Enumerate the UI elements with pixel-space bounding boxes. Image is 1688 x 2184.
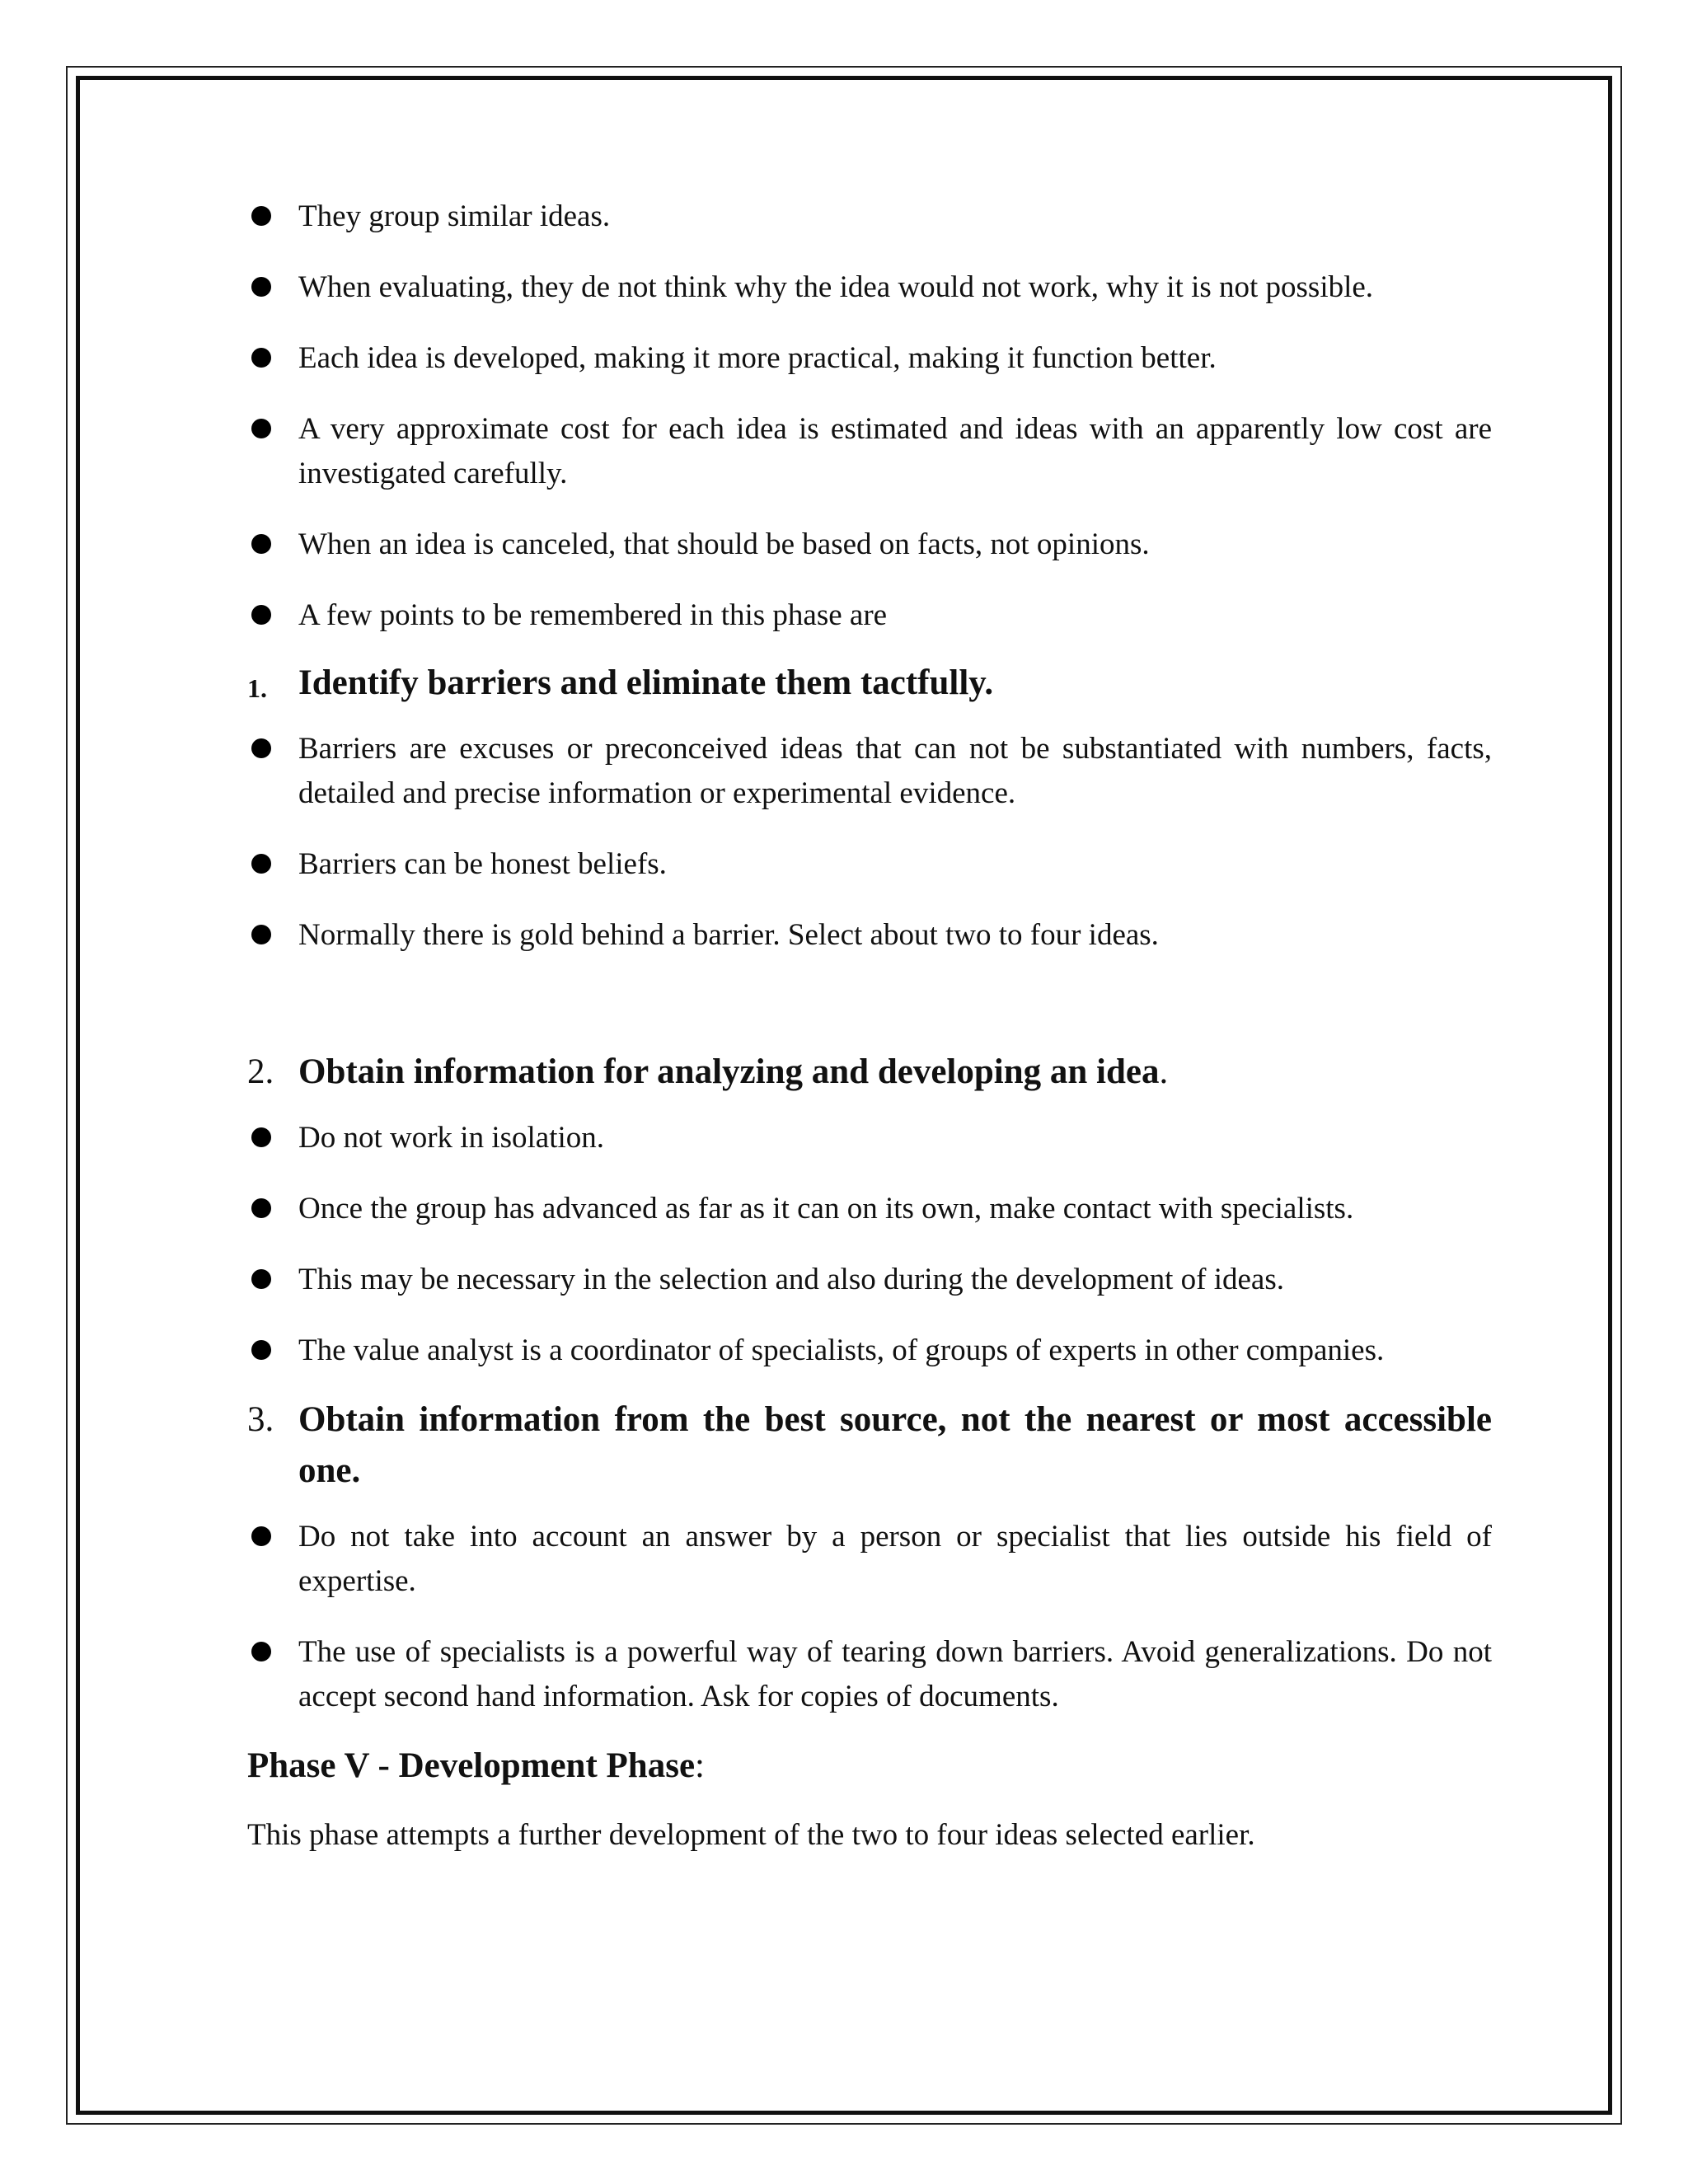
list-item-text: The value analyst is a coordinator of specialists, of groups of experts in other companies. [298,1333,1385,1367]
document-body [247,194,1492,1858]
bullet-icon [251,738,271,758]
phase-title: Phase V - Development Phase [247,1746,696,1785]
bullet-icon [251,534,271,554]
section-heading-2 [247,1047,1492,1098]
bullet-icon [251,1269,271,1289]
list-item-text: Barriers can be honest beliefs. [298,847,667,881]
list-item-text: A few points to be remembered in this phase are [298,598,888,632]
bullet-icon [251,1198,271,1218]
list-item [247,593,1492,638]
list-item-text: A very approximate cost for each idea is estimated and ideas with an apparently low cost are investigated carefully. [298,412,1492,490]
list-item [247,727,1492,816]
list-item-text: The use of specialists is a powerful way of tearing down barriers. Avoid generalizations. Do not accept second hand information. Ask for copies of documents. [298,1635,1492,1713]
heading-text: Identify barriers and eliminate them tactfully. [298,663,994,702]
list-item-text: Once the group has advanced as far as it can on its own, make contact with specialists. [298,1192,1354,1226]
bullet-icon [251,1526,271,1546]
heading-number: 2. [247,1052,274,1091]
section-heading-1 [247,658,1492,709]
list-item [247,523,1492,567]
list-item [247,913,1492,958]
bullet-icon [251,605,271,625]
list-item-text: This may be necessary in the selection and also during the development of ideas. [298,1263,1284,1296]
list-item [247,336,1492,381]
bullet-icon [251,1642,271,1661]
bullet-icon [251,419,271,438]
heading-text: Obtain information from the best source, not the nearest or most accessible one. [298,1400,1492,1490]
phase-paragraph: This phase attempts a further development of the two to four ideas selected earlier. [247,1818,1255,1852]
list-item-text: Barriers are excuses or preconceived ideas that can not be substantiated with numbers, facts, detailed and precise information or experimental evidence. [298,732,1492,810]
list-item [247,1116,1492,1160]
bullet-icon [251,348,271,368]
list-item [247,1515,1492,1604]
phase-colon: : [695,1746,705,1785]
list-item [247,265,1492,310]
bullet-icon [251,277,271,297]
list-item-text: Each idea is developed, making it more practical, making it function better. [298,341,1217,375]
list-item-text: When an idea is canceled, that should be based on facts, not opinions. [298,527,1150,561]
bullet-icon [251,206,271,226]
heading-number: 1. [247,673,267,703]
list-item-text: When evaluating, they de not think why the idea would not work, why it is not possible. [298,270,1374,304]
bullet-icon [251,1127,271,1147]
bullet-icon [251,925,271,944]
heading-number: 3. [247,1400,274,1439]
list-item [247,194,1492,239]
list-item-text: Do not take into account an answer by a person or specialist that lies outside his field of expertise. [298,1520,1492,1598]
section-heading-3 [247,1394,1492,1497]
heading-text: Obtain information for analyzing and developing an idea [298,1052,1160,1091]
bullet-icon [251,854,271,874]
list-item [247,1187,1492,1231]
list-item [247,1630,1492,1719]
list-item-text: They group similar ideas. [298,199,611,233]
bullet-icon [251,1340,271,1360]
list-item-text: Normally there is gold behind a barrier. Select about two to four ideas. [298,918,1159,952]
list-item [247,407,1492,496]
list-item [247,842,1492,887]
list-item [247,1258,1492,1302]
heading-trailing: . [1159,1052,1169,1091]
list-item-text: Do not work in isolation. [298,1121,605,1155]
phase-heading [247,1741,1492,1792]
list-item [247,1329,1492,1373]
